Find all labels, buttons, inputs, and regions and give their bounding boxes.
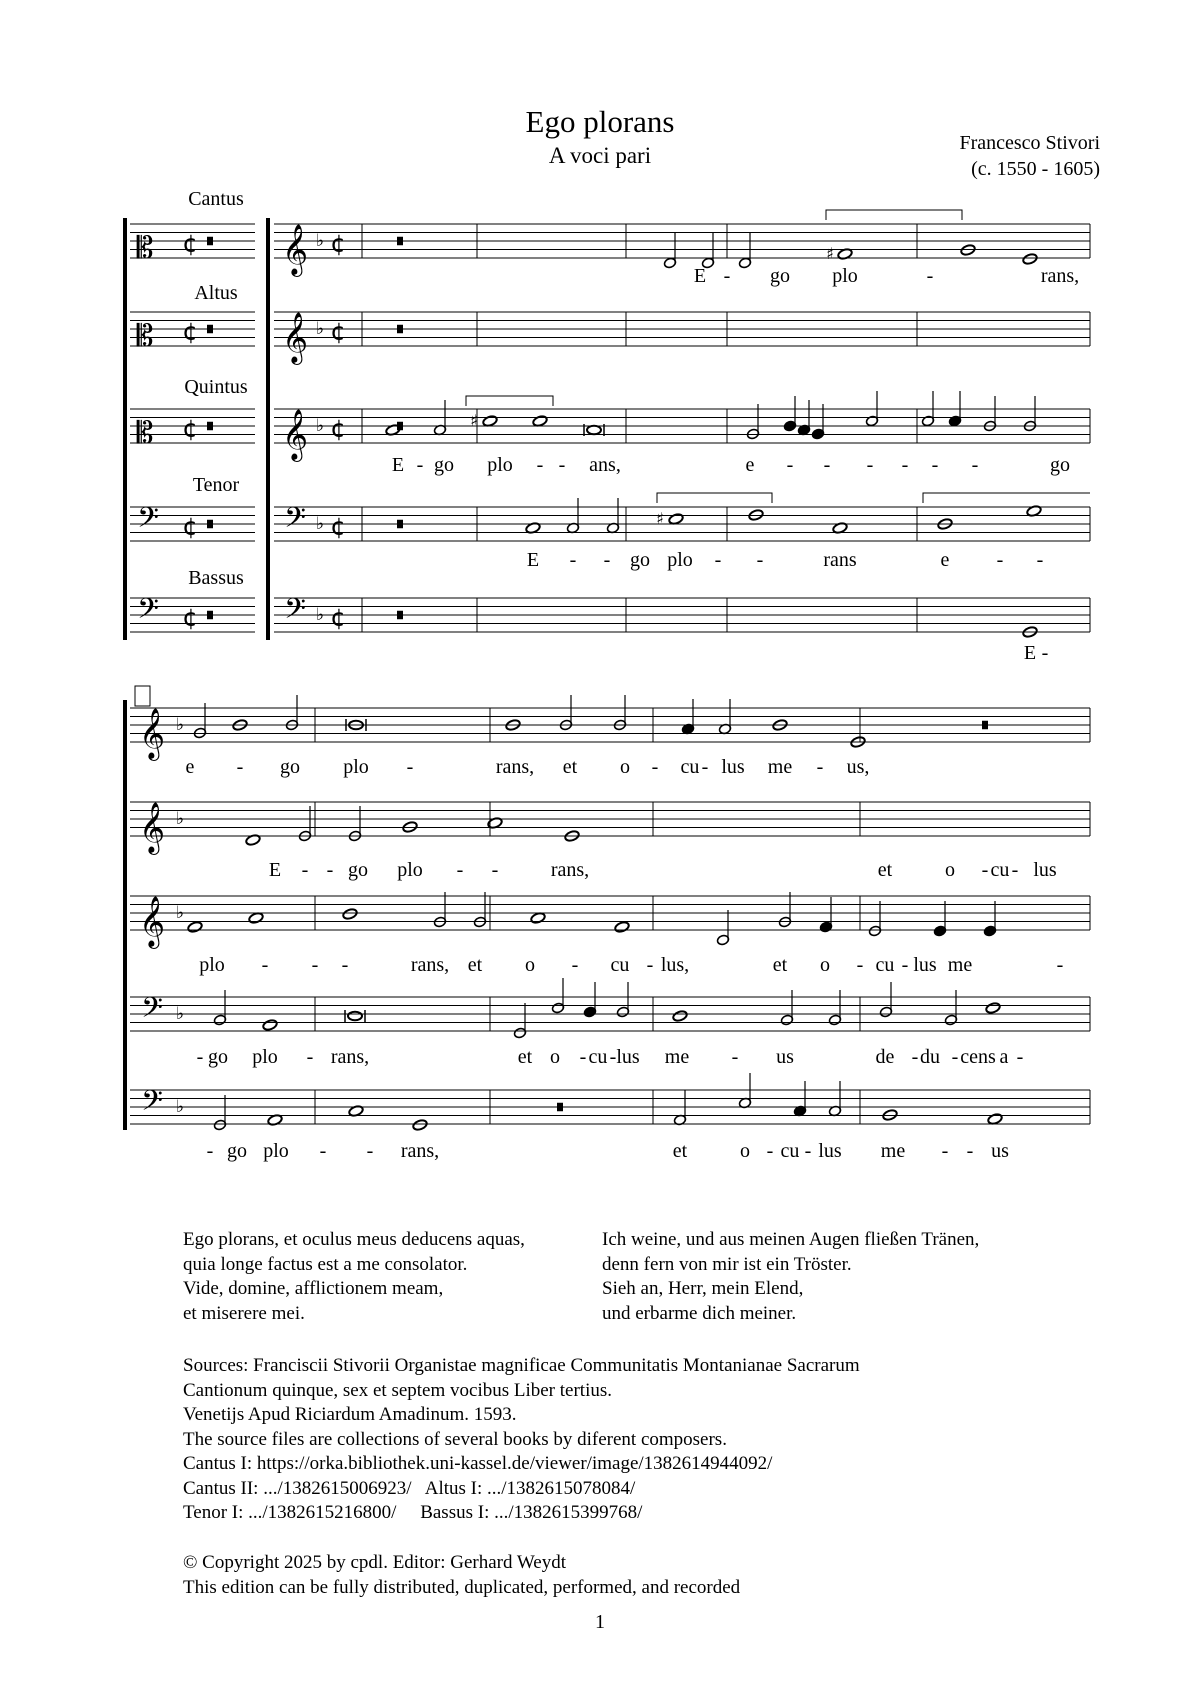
tenor-lyric-2: rans, <box>330 1046 370 1068</box>
altus-voice-label: Altus <box>194 282 238 304</box>
quintus-incipit-time: ¢ <box>182 414 198 443</box>
tenor-sharp: ♯ <box>656 509 664 528</box>
altus-incipit-rest <box>207 325 213 334</box>
quintus-lyric: - <box>536 454 544 476</box>
quintus-lyric: ans, <box>589 454 621 476</box>
cantus-rest-2 <box>982 721 988 730</box>
tenor-note-2 <box>348 1012 362 1020</box>
quintus-note-2 <box>187 921 203 934</box>
quintus-lyric-2: - <box>1056 954 1064 976</box>
bassus-lyric-2: - <box>366 1140 374 1162</box>
license-line: This edition can be fully distributed, duplicated, performed, and recorded <box>183 1576 741 1598</box>
cantus-lyric-2: go <box>280 756 300 778</box>
quintus-lyric-2: me <box>947 954 973 976</box>
tenor-ligature-bracket <box>657 493 772 503</box>
bassus-lyric-2: cu <box>780 1140 800 1162</box>
altus-lyric-2: - <box>326 859 334 881</box>
quintus-lyric-2: plo <box>199 954 225 976</box>
bassus-key-flat-2: ♭ <box>175 1097 185 1117</box>
cantus-lyric: go <box>770 265 790 287</box>
altus-time: ¢ <box>330 317 346 346</box>
altus-lyric-2: plo <box>397 859 423 881</box>
altus-lyric-2: - <box>1011 859 1019 881</box>
quintus-clef-2: 𝄞 <box>138 896 166 947</box>
altus-lyric-2: E <box>268 859 282 881</box>
altus-lyric-2: go <box>348 859 368 881</box>
sources-block <box>183 1354 860 1526</box>
altus-lyric-2: - <box>981 859 989 881</box>
quintus-lyric: go <box>434 454 454 476</box>
bassus-lyric-2: plo <box>263 1140 289 1162</box>
tenor-lyric: - <box>1036 549 1044 571</box>
quintus-key-flat-2: ♭ <box>175 903 185 923</box>
quintus-lyric: go <box>1050 454 1070 476</box>
source-line: Cantus II: .../1382615006923/ Altus I: .../1382615078084/ <box>183 1477 636 1499</box>
bassus-lyric-2: - <box>966 1140 974 1162</box>
quintus-note-2 <box>530 912 546 925</box>
copyright-block <box>183 1551 740 1600</box>
quintus-voice-label: Quintus <box>184 376 248 398</box>
tenor-lyric-2: me <box>664 1046 690 1068</box>
bassus-lyric-2: - <box>941 1140 949 1162</box>
cantus-lyric-2: - <box>651 756 659 778</box>
tenor-lyric-2: - <box>609 1046 617 1068</box>
tenor-lyric-2: du <box>920 1046 940 1068</box>
quintus-lyric-2: - <box>341 954 349 976</box>
copyright-line: © Copyright 2025 by cpdl. Editor: Gerhard Weydt <box>183 1552 566 1573</box>
quintus-lyric: E <box>391 454 405 476</box>
bassus-clef: 𝄢 <box>284 592 306 633</box>
quintus-lyric-2: - <box>571 954 579 976</box>
cantus-lyric-2: plo <box>343 756 369 778</box>
quintus-note <box>482 415 498 428</box>
bassus-time: ¢ <box>330 603 346 632</box>
quintus-incipit-clef: 𝄡 <box>136 416 154 451</box>
cantus-lyric-2: lus <box>721 756 745 778</box>
tenor-incipit-rest <box>207 520 213 529</box>
quintus-lyric: - <box>416 454 424 476</box>
source-line: Cantus I: https://orka.bibliothek.uni-kassel.de/viewer/image/1382614944092/ <box>183 1453 773 1474</box>
quintus-note <box>587 426 601 434</box>
bassus-clef-2: 𝄢 <box>141 1084 163 1125</box>
source-line: Venetijs Apud Riciardum Amadinum. 1593. <box>183 1404 517 1425</box>
tenor-lyric-2: - <box>1016 1046 1024 1068</box>
tenor-voice-label: Tenor <box>192 474 240 496</box>
bassus-note-2 <box>412 1119 428 1132</box>
quintus-lyric-2: - <box>646 954 654 976</box>
tenor-lyric-2: cens <box>960 1046 996 1068</box>
bassus-lyric: E <box>1023 642 1037 664</box>
quintus-lyric-2: lus, <box>660 954 690 976</box>
german-text <box>602 1228 979 1326</box>
tenor-lyric: go <box>630 549 650 571</box>
quintus-lyric-2: - <box>856 954 864 976</box>
cantus-key-flat: ♭ <box>315 231 325 251</box>
page-subtitle: A voci pari <box>548 143 652 168</box>
quintus-note <box>532 415 548 428</box>
cantus-lyric-2: - <box>701 756 709 778</box>
tenor-lyric: - <box>569 549 577 571</box>
tenor-ligature-bracket <box>923 493 1090 503</box>
page-title: Ego plorans <box>525 104 675 139</box>
bassus-key-flat: ♭ <box>315 605 325 625</box>
source-line: The source files are collections of several books by diferent composers. <box>183 1428 727 1450</box>
quintus-lyric: e <box>745 454 755 476</box>
tenor-lyric: E <box>526 549 540 571</box>
bassus-lyric-2: - <box>804 1140 812 1162</box>
cantus-time: ¢ <box>330 229 346 258</box>
cantus-clef: 𝄞 <box>281 224 309 275</box>
tenor-lyric-2: - <box>306 1046 314 1068</box>
quintus-note-2 <box>614 921 630 934</box>
tenor-lyric: - <box>996 549 1004 571</box>
bassus-lyric-2: rans, <box>400 1140 440 1162</box>
cantus-incipit-clef: 𝄡 <box>136 231 154 266</box>
latin-line: quia longe factus est a me consolator. <box>183 1253 468 1275</box>
page-number: 1 <box>595 1611 605 1633</box>
cantus-lyric-2: rans, <box>495 756 535 778</box>
source-line: Tenor I: .../1382615216800/ Bassus I: .../1382615399768/ <box>183 1502 643 1523</box>
quintus-key-flat: ♭ <box>315 416 325 436</box>
bassus-lyric-2: us <box>991 1140 1009 1162</box>
altus-lyric-2: - <box>456 859 464 881</box>
bassus-lyric-2: o <box>740 1140 750 1162</box>
cantus-lyric: E <box>693 265 707 287</box>
tenor-rest <box>397 520 403 529</box>
tenor-lyric-2: cu <box>588 1046 608 1068</box>
quintus-lyric: - <box>786 454 794 476</box>
quintus-lyric-2: o <box>525 954 535 976</box>
tenor-note <box>668 513 684 526</box>
bassus-incipit-rest <box>207 611 213 620</box>
quintus-lyric-2: - <box>261 954 269 976</box>
latin-line: Vide, domine, afflictionem meam, <box>183 1278 444 1299</box>
quintus-lyric-2: - <box>901 954 909 976</box>
system-brace-box <box>135 686 150 706</box>
quintus-lyric: - <box>901 454 909 476</box>
tenor-lyric: plo <box>667 549 693 571</box>
bassus-lyric-2: et <box>672 1140 688 1162</box>
bassus-lyric: - <box>1041 642 1049 664</box>
bassus-lyric-2: - <box>206 1140 214 1162</box>
quintus-lyric: - <box>558 454 566 476</box>
bassus-voice-label: Bassus <box>188 567 244 589</box>
quintus-lyric: - <box>931 454 939 476</box>
quintus-time: ¢ <box>330 414 346 443</box>
german-line: denn fern von mir ist ein Tröster. <box>602 1253 852 1275</box>
tenor-lyric-2: lus <box>616 1046 640 1068</box>
quintus-lyric: - <box>866 454 874 476</box>
altus-clef: 𝄞 <box>281 312 309 363</box>
source-line: Cantionum quinque, sex et septem vocibus Liber tertius. <box>183 1379 613 1401</box>
cantus-lyric: - <box>926 265 934 287</box>
tenor-lyric-2: - <box>951 1046 959 1068</box>
quintus-note-2 <box>248 912 264 925</box>
cantus-lyric-2: - <box>816 756 824 778</box>
cantus-lyric: plo <box>832 265 858 287</box>
tenor-key-flat: ♭ <box>315 514 325 534</box>
altus-clef-2: 𝄞 <box>138 802 166 853</box>
tenor-lyric-2: - <box>731 1046 739 1068</box>
tenor-note-2 <box>262 1019 278 1032</box>
quintus-lyric: - <box>971 454 979 476</box>
tenor-lyric-2: de <box>875 1046 895 1068</box>
tenor-lyric-2: et <box>517 1046 533 1068</box>
tenor-note-2 <box>672 1010 688 1023</box>
cantus-lyric-2: o <box>620 756 630 778</box>
bassus-lyric-2: go <box>227 1140 247 1162</box>
bassus-lyric-2: lus <box>818 1140 842 1162</box>
tenor-lyric-2: - <box>196 1046 204 1068</box>
quintus-lyric-2: lus <box>913 954 937 976</box>
quintus-ligature-bracket <box>466 396 553 406</box>
tenor-incipit-clef: 𝄢 <box>137 501 159 542</box>
altus-lyric-2: o <box>945 859 955 881</box>
altus-rest <box>397 325 403 334</box>
bassus-note-2 <box>987 1113 1003 1126</box>
latin-line: et miserere mei. <box>183 1302 305 1324</box>
quintus-lyric: - <box>823 454 831 476</box>
cantus-incipit-time: ¢ <box>182 229 198 258</box>
altus-lyric-2: - <box>301 859 309 881</box>
quintus-lyric-2: cu <box>610 954 630 976</box>
altus-lyric-2: lus <box>1033 859 1057 881</box>
altus-lyric-2: rans, <box>550 859 590 881</box>
altus-lyric-2: cu <box>990 859 1010 881</box>
tenor-lyric: e <box>940 549 950 571</box>
tenor-lyric: rans <box>823 549 857 571</box>
cantus-lyric-2: - <box>236 756 244 778</box>
latin-line: Ego plorans, et oculus meus deducens aquas, <box>183 1229 525 1250</box>
tenor-lyric: - <box>603 549 611 571</box>
cantus-lyric-2: us, <box>846 756 870 778</box>
cantus-lyric-2: - <box>406 756 414 778</box>
composer-dates: (c. 1550 - 1605) <box>971 158 1100 180</box>
bassus-lyric-2: me <box>880 1140 906 1162</box>
tenor-time: ¢ <box>330 512 346 541</box>
tenor-lyric-2: - <box>911 1046 919 1068</box>
cantus-lyric-2: et <box>562 756 578 778</box>
quintus-sharp: ♯ <box>470 411 478 430</box>
quintus-clef: 𝄞 <box>281 409 309 460</box>
bassus-incipit-time: ¢ <box>182 603 198 632</box>
quintus-lyric-2: rans, <box>410 954 450 976</box>
cantus-lyric-2: e <box>185 756 195 778</box>
german-line: und erbarme dich meiner. <box>602 1302 797 1324</box>
quintus-lyric-2: o <box>820 954 830 976</box>
tenor-key-flat-2: ♭ <box>175 1004 185 1024</box>
cantus-rest <box>397 237 403 246</box>
altus-lyric-2: - <box>491 859 499 881</box>
cantus-ligature-bracket <box>826 210 962 220</box>
bassus-incipit-clef: 𝄢 <box>137 592 159 633</box>
quintus-lyric: plo <box>487 454 513 476</box>
bassus-lyric-2: - <box>766 1140 774 1162</box>
tenor-clef-2: 𝄢 <box>141 991 163 1032</box>
tenor-lyric-2: plo <box>252 1046 278 1068</box>
quintus-lyric-2: - <box>311 954 319 976</box>
quintus-lyric-2: cu <box>875 954 895 976</box>
bassus-rest-2 <box>557 1103 563 1112</box>
tenor-lyric: - <box>756 549 764 571</box>
quintus-lyric-2: et <box>467 954 483 976</box>
cantus-voice-label: Cantus <box>188 188 244 210</box>
cantus-key-flat-2: ♭ <box>175 715 185 735</box>
quintus-lyric-2: et <box>772 954 788 976</box>
tenor-note-2 <box>985 1002 1001 1015</box>
tenor-lyric-2: a <box>999 1046 1009 1068</box>
tenor-clef: 𝄢 <box>284 501 306 542</box>
quintus-note-2 <box>342 908 358 921</box>
altus-lyric-2: et <box>877 859 893 881</box>
tenor-lyric-2: us <box>776 1046 794 1068</box>
composer-name: Francesco Stivori <box>959 132 1100 154</box>
cantus-lyric: rans, <box>1040 265 1080 287</box>
cantus-incipit-rest <box>207 237 213 246</box>
tenor-lyric-2: go <box>208 1046 228 1068</box>
cantus-lyric: - <box>723 265 731 287</box>
altus-key-flat-2: ♭ <box>175 809 185 829</box>
source-line: Sources: Franciscii Stivorii Organistae magnificae Communitatis Montanianae Sacrarum <box>183 1355 860 1376</box>
altus-incipit-clef: 𝄡 <box>136 319 154 354</box>
quintus-incipit-rest <box>207 422 213 431</box>
bassus-lyric-2: - <box>319 1140 327 1162</box>
cantus-lyric-2: cu <box>680 756 700 778</box>
tenor-lyric: - <box>714 549 722 571</box>
german-line: Ich weine, und aus meinen Augen fließen Tränen, <box>602 1229 980 1250</box>
tenor-lyric-2: o <box>550 1046 560 1068</box>
latin-text <box>183 1228 525 1326</box>
cantus-lyric-2: me <box>767 756 793 778</box>
altus-incipit-time: ¢ <box>182 317 198 346</box>
cantus-note <box>1022 253 1038 266</box>
tenor-incipit-time: ¢ <box>182 512 198 541</box>
altus-key-flat: ♭ <box>315 319 325 339</box>
cantus-clef-2: 𝄞 <box>138 708 166 759</box>
cantus-sharp: ♯ <box>826 244 834 263</box>
tenor-lyric-2: - <box>579 1046 587 1068</box>
bassus-rest <box>397 611 403 620</box>
german-line: Sieh an, Herr, mein Elend, <box>602 1278 804 1299</box>
